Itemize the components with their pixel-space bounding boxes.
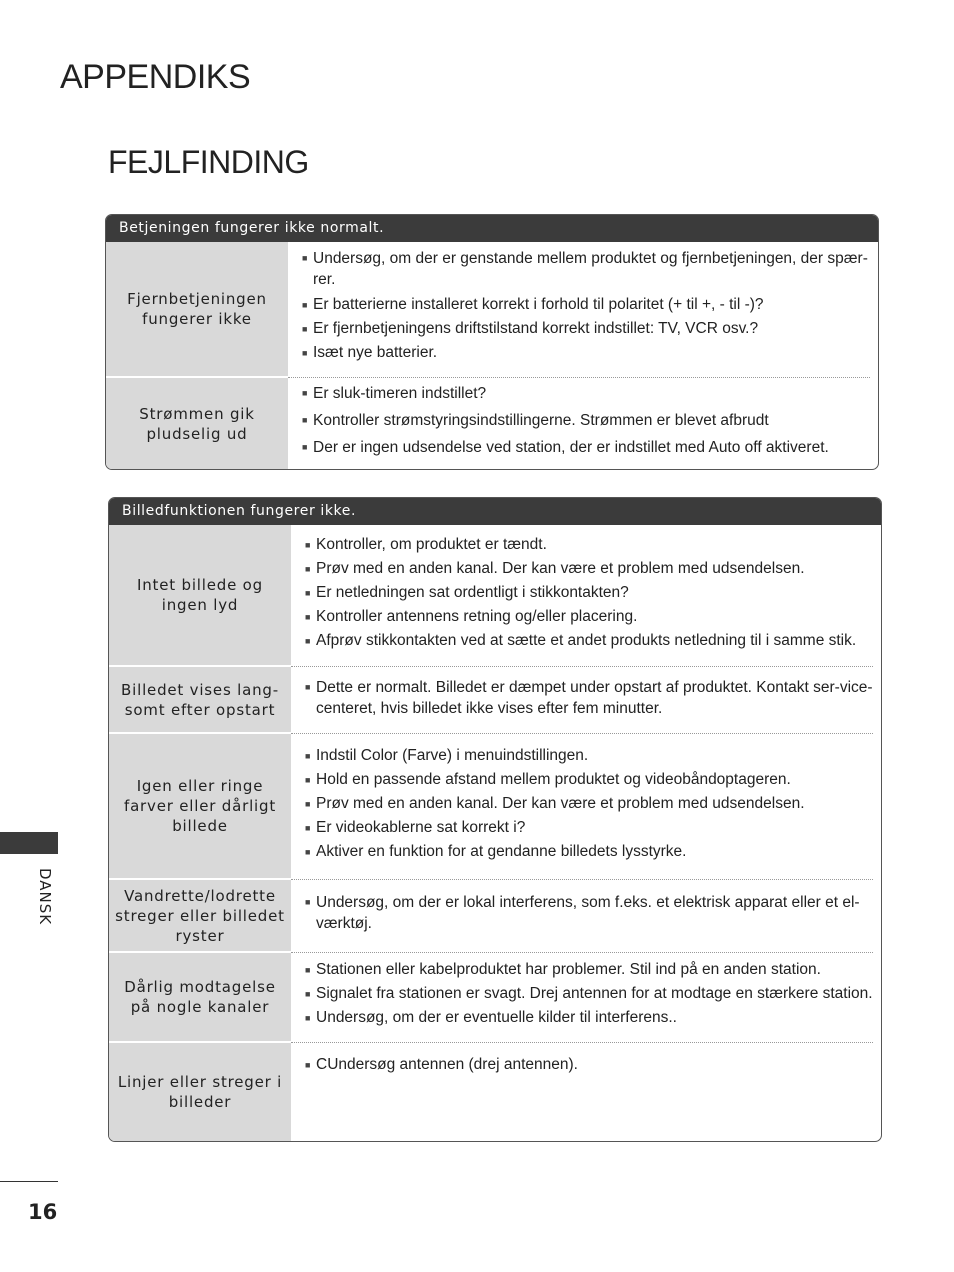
list-item: ■ Undersøg, om der er eventuelle kilder til interferens..: [305, 1006, 873, 1030]
problem-label: Strømmen gik pludselig ud: [106, 378, 288, 470]
table-heading: Betjeningen fungerer ikke normalt.: [106, 215, 878, 242]
bullet-icon: ■: [305, 636, 311, 646]
bullet-icon: ■: [305, 1060, 311, 1070]
list-item: ■ Er fjernbetjeningens driftstilstand korrekt indstillet: TV, VCR osv.?: [302, 317, 870, 341]
solution-list: [288, 242, 870, 378]
troubleshoot-table-operation: [105, 214, 879, 470]
list-item: ■ Stationen eller kabelproduktet har problemer. Stil ind på en anden station.: [305, 958, 873, 982]
bullet-icon: ■: [305, 1013, 311, 1023]
list-item: ■ Der er ingen udsendelse ved station, der er indstillet med Auto off aktiveret.: [302, 434, 870, 461]
bullet-icon: ■: [305, 965, 311, 975]
list-item: ■ Prøv med en anden kanal. Der kan være et problem med udsendelsen.: [305, 792, 873, 816]
table-row: [109, 525, 881, 667]
table-heading: Billedfunktionen fungerer ikke.: [109, 498, 881, 525]
list-item: ■ CUndersøg antennen (drej antennen).: [305, 1053, 873, 1077]
bullet-icon: ■: [305, 612, 311, 622]
table-row: [106, 242, 878, 378]
table-row: [106, 378, 878, 470]
problem-label: Igen eller ringe farver eller dårligt billede: [109, 734, 291, 880]
list-item: ■ Afprøv stikkontakten ved at sætte et andet produkts netledning til i samme stik.: [305, 629, 873, 653]
bullet-icon: ■: [305, 540, 311, 550]
table-row: [109, 734, 881, 880]
bullet-icon: ■: [302, 442, 308, 452]
list-item: ■ Kontroller, om produktet er tændt.: [305, 533, 873, 557]
list-item: ■ Isæt nye batterier.: [302, 341, 870, 365]
list-item: ■ Undersøg, om der er genstande mellem produktet og fjernbetjeningen, der spær-rer.: [302, 250, 868, 288]
solution-list: [291, 880, 873, 953]
problem-label: Intet billede og ingen lyd: [109, 525, 291, 667]
list-item: ■ Dette er normalt. Billedet er dæmpet under opstart af produktet. Kontakt ser-vice-centeret, hvis billedet ikke vises efter fem minutter.: [305, 679, 873, 717]
solution-list: [291, 1043, 873, 1141]
bullet-icon: ■: [305, 989, 311, 999]
list-item: ■ Aktiver en funktion for at gendanne billedets lysstyrke.: [305, 840, 873, 864]
section-title: FEJLFINDING: [108, 144, 309, 180]
bullet-icon: ■: [305, 775, 311, 785]
bullet-icon: ■: [305, 823, 311, 833]
list-item: ■ Er sluk-timeren indstillet?: [302, 380, 870, 407]
table-row: [109, 880, 881, 953]
bullet-icon: ■: [305, 799, 311, 809]
table-row: [109, 1043, 881, 1141]
problem-label: Fjernbetjeningen fungerer ikke: [106, 242, 288, 378]
list-item: ■ Kontroller antennens retning og/eller placering.: [305, 605, 873, 629]
bullet-icon: ■: [305, 682, 311, 692]
list-item: ■ Hold en passende afstand mellem produktet og videobåndoptageren.: [305, 768, 873, 792]
problem-label: Linjer eller streger i billeder: [109, 1043, 291, 1141]
list-item: ■ Er netledningen sat ordentligt i stikkontakten?: [305, 581, 873, 605]
list-item: ■ Prøv med en anden kanal. Der kan være et problem med udsendelsen.: [305, 557, 873, 581]
page-header-title: APPENDIKS: [60, 58, 251, 96]
list-item: ■ Er batterierne installeret korrekt i forhold til polaritet (+ til +, - til -)?: [302, 293, 870, 317]
solution-list: [291, 734, 873, 880]
problem-label: Vandrette/lodrette streger eller billedet ryster: [109, 880, 291, 953]
table-row: [109, 953, 881, 1043]
bullet-icon: ■: [302, 324, 308, 334]
list-item: ■ Signalet fra stationen er svagt. Drej antennen for at modtage en stærkere station.: [305, 982, 873, 1006]
bullet-icon: ■: [302, 388, 308, 398]
bullet-icon: ■: [305, 847, 311, 857]
language-tab-marker: [0, 832, 58, 854]
list-item: ■ Er videokablerne sat korrekt i?: [305, 816, 873, 840]
bullet-icon: ■: [305, 897, 311, 907]
bullet-icon: ■: [305, 751, 311, 761]
solution-list: [291, 525, 873, 667]
problem-label: Billedet vises lang-somt efter opstart: [109, 667, 291, 734]
bullet-icon: ■: [302, 253, 308, 263]
troubleshoot-table-picture: [108, 497, 882, 1142]
solution-list: [291, 953, 873, 1043]
bullet-icon: ■: [305, 564, 311, 574]
list-item: ■ Indstil Color (Farve) i menuindstillingen.: [305, 744, 873, 768]
problem-label: Dårlig modtagelse på nogle kanaler: [109, 953, 291, 1043]
footer-divider: [0, 1181, 58, 1182]
solution-list: [291, 667, 873, 734]
list-item: ■ Kontroller strømstyringsindstillingerne. Strømmen er blevet afbrudt: [302, 407, 870, 434]
bullet-icon: ■: [302, 300, 308, 310]
list-item: ■ Undersøg, om der er lokal interferens, som f.eks. et elektrisk apparat eller et el-værktøj.: [305, 894, 860, 932]
table-row: [109, 667, 881, 734]
bullet-icon: ■: [302, 348, 308, 358]
bullet-icon: ■: [305, 588, 311, 598]
bullet-icon: ■: [302, 415, 308, 425]
page-number: 16: [28, 1200, 58, 1224]
language-label: DANSK: [36, 868, 54, 926]
solution-list: [288, 378, 870, 470]
